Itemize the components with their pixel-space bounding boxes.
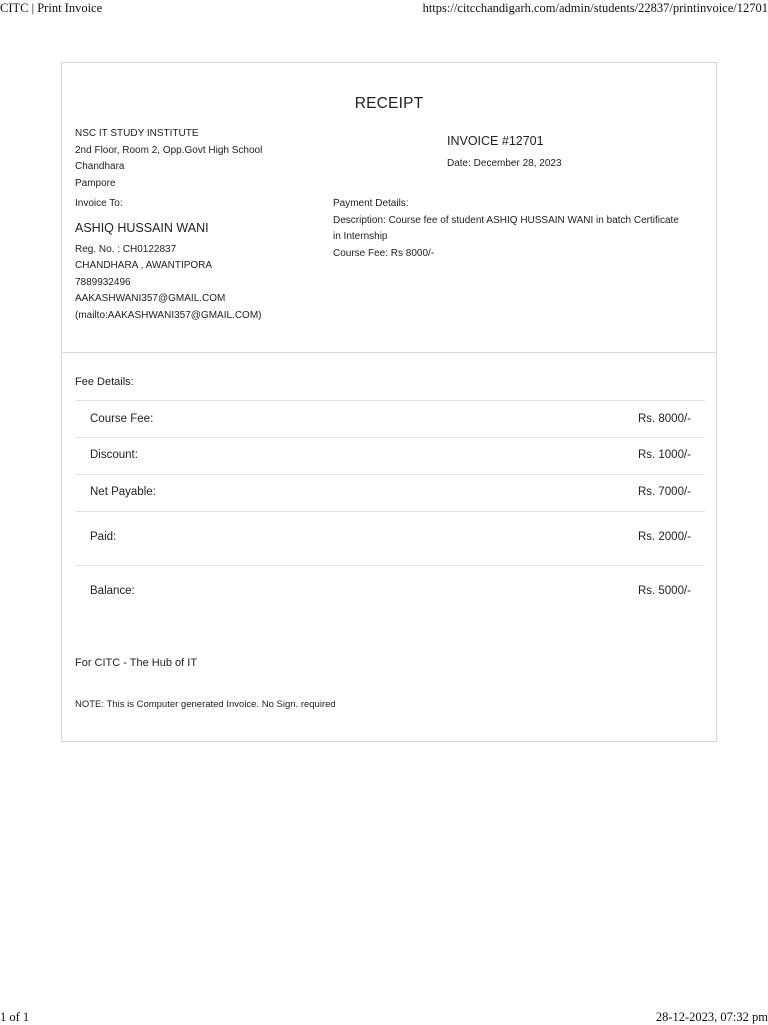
signature-line: For CITC - The Hub of IT bbox=[75, 657, 198, 669]
fee-row-course-fee bbox=[75, 400, 705, 437]
payment-details-label: Payment Details: bbox=[333, 198, 409, 209]
fee-row-balance bbox=[75, 565, 705, 619]
invoice-to-block bbox=[75, 196, 325, 324]
fee-row-discount bbox=[75, 437, 705, 474]
fee-row-value: Rs. 5000/- bbox=[637, 585, 691, 597]
section-divider bbox=[62, 352, 716, 353]
student-email[interactable]: AAKASHWANI357@GMAIL.COM bbox=[75, 293, 226, 304]
student-address: CHANDHARA , AWANTIPORA bbox=[75, 260, 213, 271]
fee-row-value: Rs. 7000/- bbox=[637, 486, 691, 498]
fee-row-label: Net Payable: bbox=[90, 486, 156, 498]
fee-row-value: Rs. 2000/- bbox=[637, 531, 691, 543]
payment-details-block bbox=[333, 196, 683, 262]
reg-number: Reg. No. : CH0122837 bbox=[75, 243, 177, 255]
fee-row-net-payable bbox=[75, 474, 705, 511]
print-header-url: https://citcchandigarh.com/admin/students/22837/printinvoice/12701 bbox=[422, 1, 768, 15]
fee-details-label: Fee Details: bbox=[75, 376, 134, 388]
institute-address-line2: Pampore bbox=[75, 177, 116, 189]
student-phone: 7889932496 bbox=[75, 276, 131, 288]
student-email-link[interactable]: (mailto:AAKASHWANI357@GMAIL.COM) bbox=[75, 309, 262, 321]
fee-details-table bbox=[75, 400, 705, 619]
receipt-card bbox=[61, 62, 717, 742]
institute-block bbox=[75, 126, 310, 192]
fee-row-paid bbox=[75, 511, 705, 565]
print-header-title: CITC | Print Invoice bbox=[0, 1, 103, 15]
student-name: ASHIQ HUSSAIN WANI bbox=[75, 220, 209, 235]
fee-row-label: Paid: bbox=[90, 531, 117, 543]
institute-name: NSC IT STUDY INSTITUTE bbox=[75, 128, 199, 139]
fee-row-label: Course Fee: bbox=[90, 413, 154, 425]
invoice-to-label: Invoice To: bbox=[75, 198, 123, 209]
fee-row-label: Discount: bbox=[90, 449, 138, 461]
fee-row-value: Rs. 8000/- bbox=[637, 413, 691, 425]
fee-row-label: Balance: bbox=[90, 585, 135, 597]
print-footer-timestamp: 28-12-2023, 07:32 pm bbox=[655, 1010, 768, 1024]
institute-address-line1: 2nd Floor, Room 2, Opp.Govt High School Chandhara bbox=[75, 144, 263, 172]
fee-row-value: Rs. 1000/- bbox=[637, 449, 691, 461]
payment-course-fee: Course Fee: Rs 8000/- bbox=[333, 247, 435, 259]
invoice-note: NOTE: This is Computer generated Invoice. No Sign. required bbox=[75, 699, 336, 710]
invoice-number: INVOICE #12701 bbox=[447, 134, 544, 148]
invoice-date: Date: December 28, 2023 bbox=[447, 158, 562, 169]
print-footer-page: 1 of 1 bbox=[0, 1010, 30, 1024]
payment-description: Description: Course fee of student ASHIQ HUSSAIN WANI in batch Certificate in Internship bbox=[333, 214, 679, 242]
receipt-title: RECEIPT bbox=[354, 95, 424, 112]
